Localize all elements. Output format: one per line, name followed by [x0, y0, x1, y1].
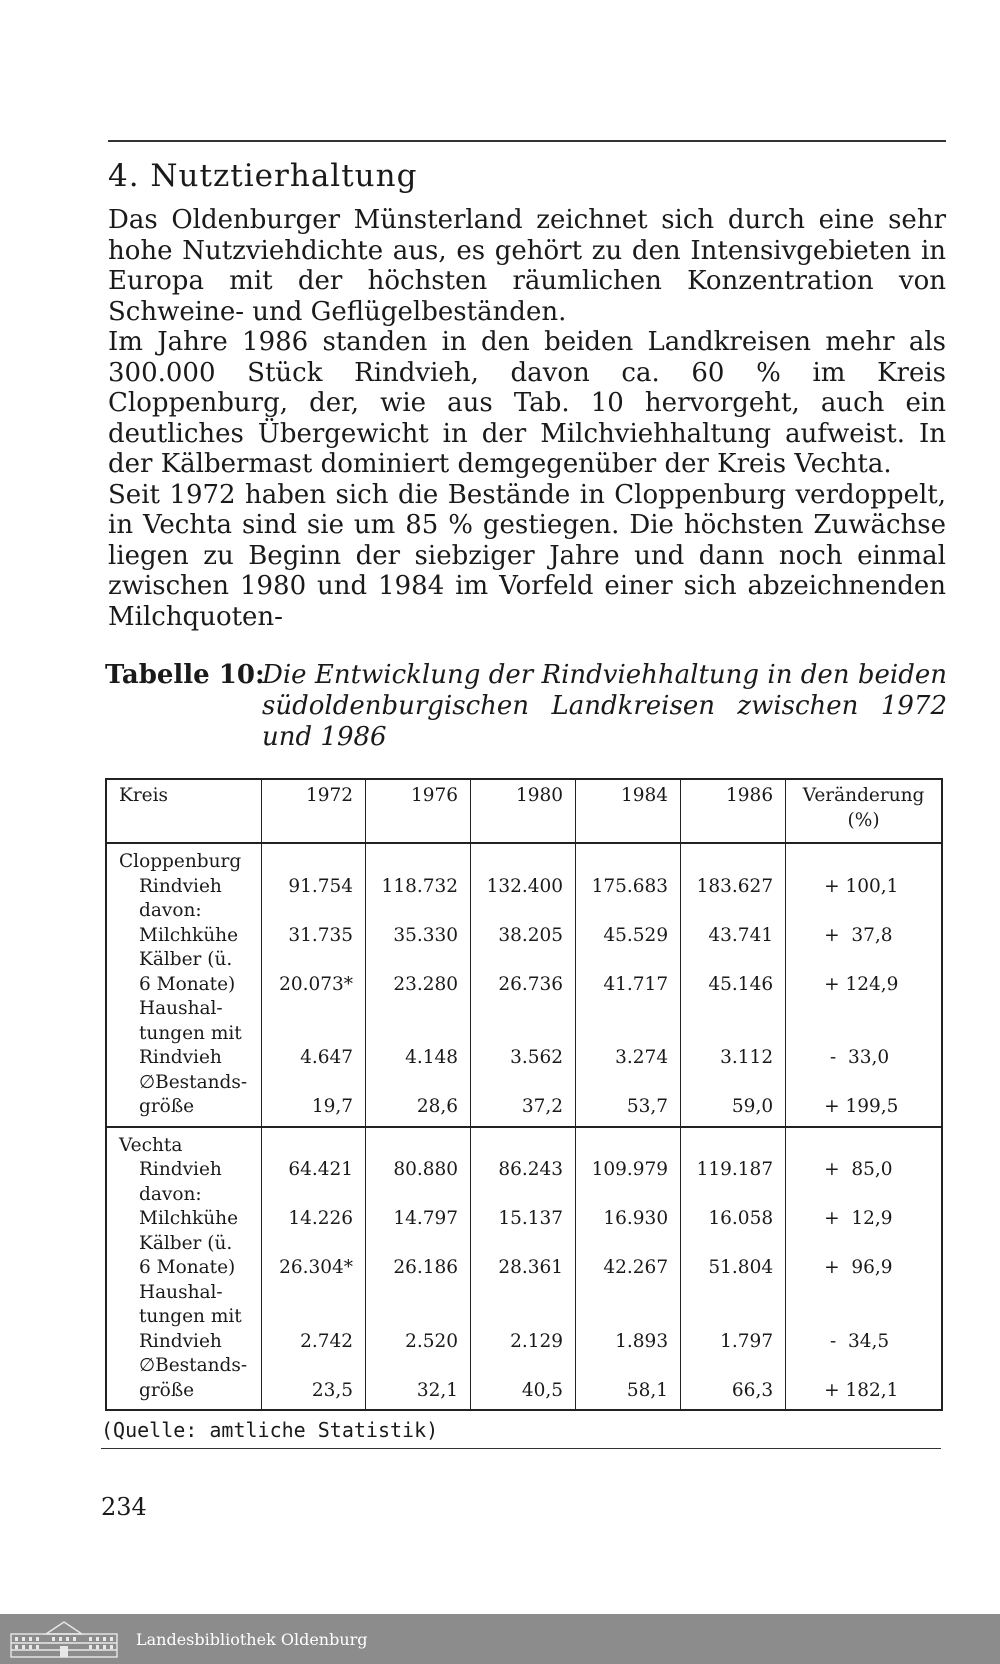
empty-cell	[576, 1127, 681, 1159]
change-cell: + 96,9	[786, 1232, 942, 1281]
top-rule	[108, 140, 946, 142]
footer-bar	[0, 1614, 1000, 1664]
table-row	[106, 875, 942, 900]
value-cell: 51.804	[681, 1232, 786, 1281]
header-change-label: Veränderung	[802, 785, 925, 806]
header-year: 1980	[471, 779, 576, 843]
header-year: 1984	[576, 779, 681, 843]
body-text	[108, 205, 946, 632]
value-cell: 35.330	[366, 899, 471, 948]
page-number: 234	[101, 1493, 147, 1521]
paragraph: Seit 1972 haben sich die Bestände in Cloppenburg verdoppelt, in Vechta sind sie um 85 % gestiegen. Die höchsten Zuwächse liegen zu Beginn der siebziger Jahre und dann noch einmal zwischen 1980 und 1984 im Vorfeld einer sich abzeichnenden Milchquoten-	[108, 479, 946, 632]
value-cell: 32,1	[366, 1354, 471, 1410]
change-cell: + 37,8	[786, 899, 942, 948]
row-label-line: davon:	[139, 1183, 202, 1205]
value-cell: 19,7	[261, 1071, 365, 1127]
value-cell: 3.562	[471, 997, 576, 1071]
value-cell: 16.058	[681, 1183, 786, 1232]
value-cell: 58,1	[576, 1354, 681, 1410]
empty-cell	[261, 843, 365, 875]
empty-cell	[366, 843, 471, 875]
group-header-row	[106, 843, 942, 875]
row-label	[106, 1071, 261, 1127]
value-cell: 45.146	[681, 948, 786, 997]
row-label	[106, 1158, 261, 1183]
bottom-rule	[101, 1448, 941, 1449]
header-change-unit: (%)	[847, 809, 880, 831]
table-row	[106, 1183, 942, 1232]
value-cell: 14.226	[261, 1183, 365, 1232]
value-cell: 40,5	[471, 1354, 576, 1410]
empty-cell	[576, 843, 681, 875]
table-body	[106, 843, 942, 1410]
value-cell: 23.280	[366, 948, 471, 997]
group-name: Cloppenburg	[106, 843, 261, 875]
library-building-icon	[8, 1619, 120, 1659]
value-cell: 118.732	[366, 875, 471, 900]
value-cell: 41.717	[576, 948, 681, 997]
change-cell: - 33,0	[786, 997, 942, 1071]
change-cell: + 100,1	[786, 875, 942, 900]
table-header-row	[106, 779, 942, 843]
table-row	[106, 1232, 942, 1281]
group-name: Vechta	[106, 1127, 261, 1159]
value-cell: 2.742	[261, 1281, 365, 1355]
change-cell: - 34,5	[786, 1281, 942, 1355]
table-caption-label: Tabelle 10:	[105, 660, 265, 690]
empty-cell	[471, 843, 576, 875]
table-caption-text: Die Entwicklung der Rindviehhaltung in den beiden südoldenburgischen Landkreisen zwischen 1972 und 1986	[262, 660, 947, 752]
value-cell: 16.930	[576, 1183, 681, 1232]
change-cell: + 199,5	[786, 1071, 942, 1127]
row-label-line: 6 Monate)	[139, 1257, 236, 1278]
row-label	[106, 1183, 261, 1232]
row-label-line: tungen mit	[139, 1022, 242, 1044]
value-cell: 20.073*	[261, 948, 365, 997]
section-title: 4. Nutztierhaltung	[108, 158, 418, 194]
row-label-line: Rindvieh	[139, 1047, 222, 1068]
row-label-line: Kälber (ü.	[139, 949, 233, 970]
row-label-line: davon:	[139, 900, 202, 921]
value-cell: 14.797	[366, 1183, 471, 1232]
value-cell: 38.205	[471, 899, 576, 948]
value-cell: 59,0	[681, 1071, 786, 1127]
empty-cell	[786, 1127, 942, 1159]
value-cell: 23,5	[261, 1354, 365, 1410]
change-cell: + 124,9	[786, 948, 942, 997]
empty-cell	[366, 1127, 471, 1159]
row-label	[106, 899, 261, 948]
value-cell: 43.741	[681, 899, 786, 948]
value-cell: 42.267	[576, 1232, 681, 1281]
row-label-line: größe	[139, 1379, 195, 1401]
row-label-line: Haushal-	[139, 1281, 223, 1303]
change-cell: + 85,0	[786, 1158, 942, 1183]
row-label-line: ∅Bestands-	[139, 1071, 248, 1093]
data-table	[105, 778, 943, 1411]
value-cell: 26.186	[366, 1232, 471, 1281]
row-label-line: Milchkühe	[139, 924, 239, 946]
change-cell: + 12,9	[786, 1183, 942, 1232]
value-cell: 15.137	[471, 1183, 576, 1232]
table-row	[106, 1281, 942, 1355]
value-cell: 3.112	[681, 997, 786, 1071]
value-cell: 2.520	[366, 1281, 471, 1355]
source-note: (Quelle: amtliche Statistik)	[101, 1418, 439, 1442]
row-label	[106, 1354, 261, 1410]
value-cell: 1.893	[576, 1281, 681, 1355]
value-cell: 86.243	[471, 1158, 576, 1183]
change-cell: + 182,1	[786, 1354, 942, 1410]
value-cell: 31.735	[261, 899, 365, 948]
empty-cell	[471, 1127, 576, 1159]
row-label	[106, 1281, 261, 1355]
value-cell: 28,6	[366, 1071, 471, 1127]
value-cell: 53,7	[576, 1071, 681, 1127]
value-cell: 37,2	[471, 1071, 576, 1127]
value-cell: 119.187	[681, 1158, 786, 1183]
row-label-line: ∅Bestands-	[139, 1355, 248, 1376]
value-cell: 3.274	[576, 997, 681, 1071]
header-kreis: Kreis	[106, 779, 261, 843]
row-label-line: größe	[139, 1096, 195, 1117]
header-year: 1986	[681, 779, 786, 843]
paragraph: Das Oldenburger Münsterland zeichnet sich durch eine sehr hohe Nutzviehdichte aus, es gehört zu den Intensivgebieten in Europa mit der höchsten räumlichen Konzentration von Schweine- und Geflügelbeständen.	[108, 205, 946, 327]
value-cell: 26.304*	[261, 1232, 365, 1281]
empty-cell	[261, 1127, 365, 1159]
value-cell: 66,3	[681, 1354, 786, 1410]
library-name: Landesbibliothek Oldenburg	[136, 1629, 368, 1649]
row-label-line: Rindvieh	[139, 1159, 222, 1180]
value-cell: 132.400	[471, 875, 576, 900]
row-label	[106, 997, 261, 1071]
row-label-line: 6 Monate)	[139, 973, 236, 995]
value-cell: 109.979	[576, 1158, 681, 1183]
table-row	[106, 899, 942, 948]
value-cell: 26.736	[471, 948, 576, 997]
value-cell: 183.627	[681, 875, 786, 900]
empty-cell	[681, 843, 786, 875]
table-row	[106, 1158, 942, 1183]
row-label-line: Kälber (ü.	[139, 1232, 233, 1254]
table-row	[106, 1354, 942, 1410]
group-header-row	[106, 1127, 942, 1159]
header-change	[786, 779, 942, 843]
value-cell: 28.361	[471, 1232, 576, 1281]
value-cell: 80.880	[366, 1158, 471, 1183]
value-cell: 45.529	[576, 899, 681, 948]
table-row	[106, 997, 942, 1071]
value-cell: 175.683	[576, 875, 681, 900]
row-label-line: Rindvieh	[139, 875, 222, 897]
row-label	[106, 948, 261, 997]
row-label	[106, 875, 261, 900]
value-cell: 4.148	[366, 997, 471, 1071]
value-cell: 4.647	[261, 997, 365, 1071]
row-label-line: Milchkühe	[139, 1208, 239, 1229]
empty-cell	[786, 843, 942, 875]
table-row	[106, 1071, 942, 1127]
header-year: 1972	[261, 779, 365, 843]
row-label-line: Rindvieh	[139, 1330, 222, 1352]
paragraph: Im Jahre 1986 standen in den beiden Landkreisen mehr als 300.000 Stück Rindvieh, davon ca. 60 % im Kreis Cloppenburg, der, wie aus Tab. 10 hervorgeht, auch ein deutliches Übergewicht in der Milchviehhaltung aufweist. In der Kälbermast dominiert demgegenüber der Kreis Vechta.	[108, 327, 946, 479]
table-caption	[105, 660, 947, 753]
row-label-line: tungen mit	[139, 1306, 242, 1327]
table-row	[106, 948, 942, 997]
empty-cell	[681, 1127, 786, 1159]
row-label	[106, 1232, 261, 1281]
value-cell: 64.421	[261, 1158, 365, 1183]
header-year: 1976	[366, 779, 471, 843]
value-cell: 91.754	[261, 875, 365, 900]
value-cell: 1.797	[681, 1281, 786, 1355]
row-label-line: Haushal-	[139, 998, 223, 1019]
value-cell: 2.129	[471, 1281, 576, 1355]
